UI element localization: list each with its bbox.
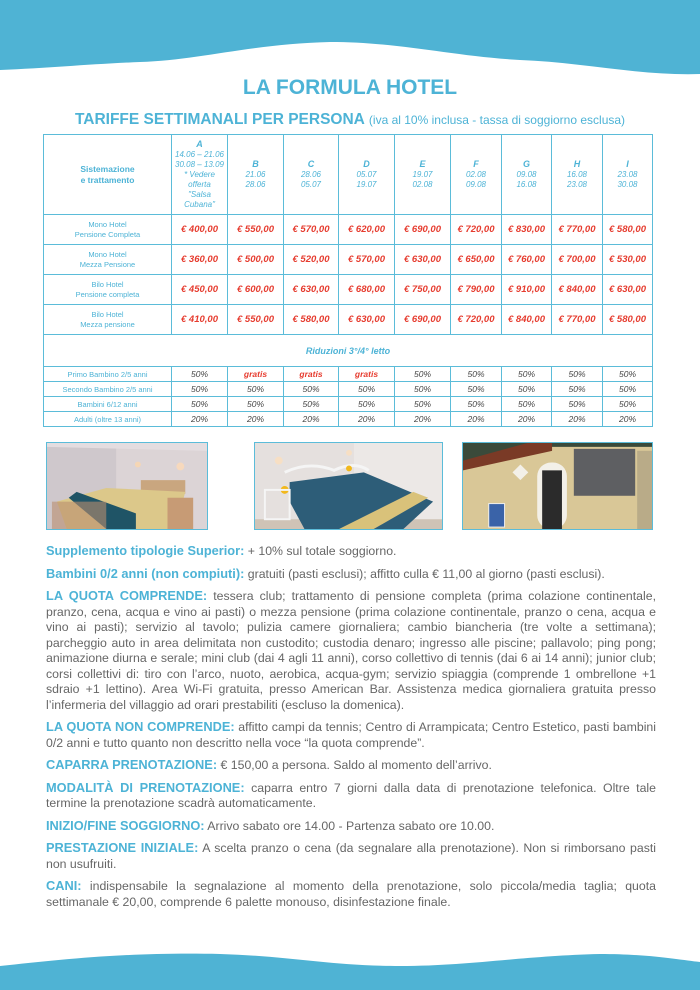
reduction-cell: gratis [284,367,339,382]
period-letter: C [307,159,315,169]
period-letter: G [522,159,530,169]
price-cell: € 600,00 [228,275,284,305]
price-cell: € 720,00 [451,305,502,335]
header-period-a [172,135,228,215]
info-paragraph [46,878,656,910]
price-cell: € 450,00 [172,275,228,305]
header-text: Sistemazione [80,163,135,174]
info-paragraph [46,818,656,835]
top-wave-banner [0,0,700,80]
period-date: 05.07 [356,170,377,179]
period-letter: A [196,139,203,149]
period-letter: D [363,159,370,169]
row-label [44,215,172,245]
reduction-cell: 50% [502,397,552,412]
price-cell: € 570,00 [339,245,395,275]
reduction-row [44,397,653,412]
reduction-cell: 50% [502,382,552,397]
table-row [44,215,653,245]
info-text: A scelta pranzo o cena (da segnalare alla prenotazione). Non si rimborsano pasti non usufruiti. [46,841,656,871]
reduction-cell: 20% [228,412,284,427]
price-cell: € 360,00 [172,245,228,275]
price-cell: € 770,00 [552,305,603,335]
info-key: INIZIO/FINE SOGGIORNO: [46,817,205,833]
info-text: indispensabile la segnalazione al momento della prenotazione, solo piccola/media taglia; quota settimanale € 20,00, comprende 6 palette monouso, disinfestazione finale. [46,879,656,909]
header-period-d [339,135,395,215]
reduction-label: Secondo Bambino 2/5 anni [44,382,172,397]
period-date: 02.08 [465,170,487,179]
row-label [44,245,172,275]
period-letter: I [626,159,629,169]
reduction-cell: 50% [172,382,228,397]
reduction-cell: gratis [228,367,284,382]
period-date: 28.06 [245,180,266,189]
period-letter: E [419,159,426,169]
bottom-wave-banner [0,940,700,990]
reduction-label: Bambini 6/12 anni [44,397,172,412]
reduction-cell: 20% [451,412,502,427]
price-cell: € 410,00 [172,305,228,335]
photo-bungalow [462,442,653,530]
info-key: Bambini 0/2 anni (non compiuti): [46,565,245,581]
price-cell: € 530,00 [603,245,653,275]
info-key: CANI: [46,878,82,893]
period-date: 19.07 [412,170,433,179]
price-cell: € 720,00 [451,215,502,245]
period-date: 28.06 [300,170,322,179]
reduction-cell: 20% [172,412,228,427]
subtitle-main: TARIFFE SETTIMANALI PER PERSONA [74,111,365,128]
info-section [46,543,656,916]
info-key: Supplemento tipologie Superior: [46,543,245,558]
period-date: 30.08 [617,180,638,189]
price-cell: € 630,00 [339,305,395,335]
reduction-cell: gratis [339,367,395,382]
period-date: 23.08 [566,180,588,189]
price-cell: € 700,00 [552,245,603,275]
row-label [44,275,172,305]
page-title: LA FORMULA HOTEL [242,76,458,99]
price-cell: € 630,00 [603,275,653,305]
period-date: "Salsa [188,190,211,199]
period-date: 02.08 [412,180,433,189]
reduction-label: Primo Bambino 2/5 anni [44,367,172,382]
price-cell: € 550,00 [228,215,284,245]
header-accommodation [44,135,172,215]
period-date: 05.07 [300,180,322,189]
info-paragraph [46,840,656,872]
reduction-cell: 50% [502,367,552,382]
reduction-cell: 50% [284,397,339,412]
info-paragraph [46,719,656,751]
price-cell: € 760,00 [502,245,552,275]
row-label-text: Mezza Pensione [79,259,136,269]
price-cell: € 580,00 [284,305,339,335]
period-date: offerta [188,180,211,189]
reduction-row [44,412,653,427]
reduction-cell: 50% [172,367,228,382]
price-cell: € 620,00 [339,215,395,245]
period-date: 09.08 [516,170,537,179]
price-cell: € 550,00 [228,305,284,335]
price-cell: € 790,00 [451,275,502,305]
price-cell: € 840,00 [552,275,603,305]
price-cell: € 840,00 [502,305,552,335]
table-row [44,245,653,275]
table-row [44,305,653,335]
reduction-cell: 50% [395,367,451,382]
info-text: gratuiti (pasti esclusi); affitto culla € 11,00 al giorno (pasti esclusi). [244,566,605,581]
period-date: 21.06 [245,170,266,179]
reduction-cell: 20% [339,412,395,427]
reduction-cell: 50% [451,367,502,382]
period-letter: H [573,159,581,169]
price-cell: € 770,00 [552,215,603,245]
info-text: Arrivo sabato ore 14.00 - Partenza sabato ore 10.00. [204,818,495,833]
info-paragraph [46,757,656,774]
subtitle-note: (iva al 10% inclusa - tassa di soggiorno esclusa) [368,113,626,127]
period-date: 16.08 [566,170,588,179]
price-cell: € 690,00 [395,305,451,335]
price-cell: € 910,00 [502,275,552,305]
info-text: + 10% sul totale soggiorno. [244,544,397,558]
info-key: MODALITÀ DI PRENOTAZIONE: [46,779,245,795]
table-header-row [44,135,653,215]
header-period-f [451,135,502,215]
price-cell: € 500,00 [228,245,284,275]
header-period-c [284,135,339,215]
period-date: 23.08 [617,170,638,179]
reduction-cell: 50% [395,382,451,397]
price-cell: € 580,00 [603,215,653,245]
reduction-cell: 50% [395,397,451,412]
info-paragraph [46,780,656,812]
price-cell: € 690,00 [395,215,451,245]
row-label-text: Bilo Hotel [91,279,124,289]
info-key: LA QUOTA NON COMPRENDE: [46,719,235,734]
period-date: 16.08 [516,180,537,189]
reduction-label: Adulti (oltre 13 anni) [44,412,172,427]
reduction-row [44,367,653,382]
info-text: caparra entro 7 giorni dalla data di prenotazione telefonica. Oltre tale termine la prenotazione scadrà automaticamente. [46,780,656,810]
reduction-cell: 50% [284,382,339,397]
reduction-cell: 50% [603,382,653,397]
info-key: PRESTAZIONE INIZIALE: [46,840,199,855]
info-paragraph [46,566,656,583]
info-text: affitto campi da tennis; Centro di Arrampicata; Centro Estetico, pasti bambini 0/2 anni e tutto quanto non descritto nella voce “la quota comprende”. [46,720,656,750]
reduction-cell: 50% [228,382,284,397]
period-date: 14.06 – 21.06 [175,150,224,159]
price-cell: € 520,00 [284,245,339,275]
price-cell: € 580,00 [603,305,653,335]
reductions-title: Riduzioni 3°/4° letto [44,335,653,367]
price-cell: € 630,00 [284,275,339,305]
price-cell: € 750,00 [395,275,451,305]
reduction-cell: 50% [451,382,502,397]
period-date: * Vedere [184,170,215,179]
info-paragraph [46,543,656,560]
reduction-cell: 50% [552,367,603,382]
row-label-text: Pensione Completa [74,229,141,239]
row-label-text: Pensione completa [75,289,140,299]
price-cell: € 570,00 [284,215,339,245]
row-label-text: Bilo Hotel [91,309,124,319]
header-text: e trattamento [80,174,135,185]
reduction-cell: 20% [395,412,451,427]
header-period-e [395,135,451,215]
reduction-cell: 50% [603,397,653,412]
row-label [44,305,172,335]
reduction-cell: 50% [339,382,395,397]
price-cell: € 680,00 [339,275,395,305]
reduction-cell: 20% [552,412,603,427]
price-cell: € 650,00 [451,245,502,275]
info-text: tessera club; trattamento di pensione completa (prima colazione continentale, pranzo, cena, acqua e vino ai pasti) o mezza pensione (prima colazione continentale, pranzo o cena, acqua e vino ai pasti); servizio al tavolo; pulizia camere giornaliera; cambio biancheria (tre volte a settimana); parcheggio auto in area delimitata non custodito; custodia denaro; ingresso alle piscine; pallavolo; ping pong; animazione diurna e serale; mini club (dai 4 agli 11 anni), corso collettivo di tennis (dai 6 ai 14 anni); junior club; corsi collettivi di: tiro con l’arco, nuoto, aerobica, acqua-gym; servizio spiaggia (comprende 1 ombrellone +1 sdraio +1 lettino). Area Wi-Fi gratuita, presso American Bar. Assistenza medica giornaliera gratuita presso l’infermeria del villaggio ad orari prestabiliti (escluso la domenica). [46,589,656,712]
info-paragraph [46,588,656,713]
photo-room-2 [254,442,443,530]
header-period-i [603,135,653,215]
reduction-cell: 50% [552,397,603,412]
period-date: 09.08 [465,180,487,189]
header-period-h [552,135,603,215]
period-date: 19.07 [356,180,377,189]
price-cell: € 830,00 [502,215,552,245]
info-text: € 150,00 a persona. Saldo al momento dell’arrivo. [217,758,492,772]
header-period-g [502,135,552,215]
reduction-cell: 50% [451,397,502,412]
info-key: LA QUOTA COMPRENDE: [46,588,208,603]
period-date: Cubana" [184,200,215,209]
table-row [44,275,653,305]
rates-table [43,134,653,427]
price-cell: € 630,00 [395,245,451,275]
reduction-cell: 50% [228,397,284,412]
row-label-text: Mono Hotel [88,219,127,229]
reduction-cell: 20% [603,412,653,427]
period-date: 30.08 – 13.09 [175,160,224,169]
reduction-cell: 50% [339,397,395,412]
page-subtitle [0,111,700,129]
reductions-title-row [44,335,653,367]
price-cell: € 400,00 [172,215,228,245]
row-label-text: Mezza pensione [80,319,135,329]
header-period-b [228,135,284,215]
row-label-text: Mono Hotel [88,249,127,259]
reduction-cell: 50% [603,367,653,382]
period-letter: F [473,159,479,169]
info-key: CAPARRA PRENOTAZIONE: [46,757,218,772]
period-letter: B [252,159,259,169]
reduction-cell: 20% [284,412,339,427]
reduction-cell: 50% [552,382,603,397]
reduction-cell: 20% [502,412,552,427]
reduction-row [44,382,653,397]
reduction-cell: 50% [172,397,228,412]
photo-room-1 [46,442,208,530]
